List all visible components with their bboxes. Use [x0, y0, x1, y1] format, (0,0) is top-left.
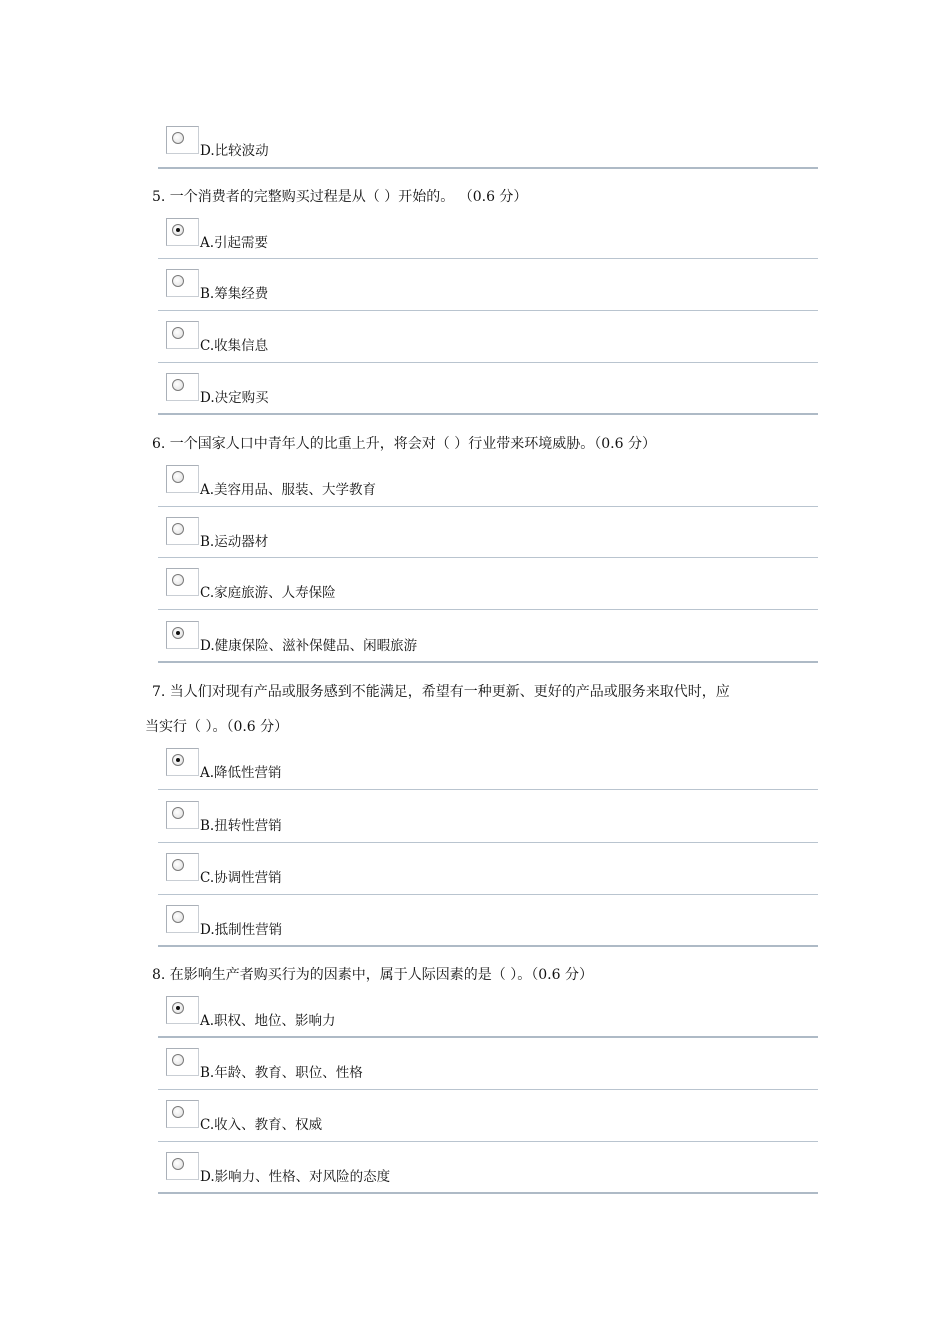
- option-label: B.扭转性营销: [200, 818, 282, 834]
- radio-box: [166, 748, 199, 776]
- option-label: C.家庭旅游、人寿保险: [200, 585, 336, 601]
- option-label: B.筹集经费: [200, 286, 269, 302]
- radio-box: [166, 1048, 199, 1076]
- radio-box: [166, 853, 199, 881]
- radio-box: [166, 218, 199, 246]
- radio-button[interactable]: [172, 379, 184, 391]
- option-label: B.年龄、教育、职位、性格: [200, 1065, 363, 1081]
- radio-box: [166, 465, 199, 493]
- option-label: D.抵制性营销: [200, 922, 283, 938]
- radio-box: [166, 1152, 199, 1180]
- separator: [158, 310, 818, 311]
- option-label: C.协调性营销: [200, 870, 282, 886]
- radio-button[interactable]: [172, 275, 184, 287]
- radio-box: [166, 269, 199, 297]
- radio-box: [166, 996, 199, 1024]
- separator: [158, 167, 818, 169]
- separator: [158, 1089, 818, 1090]
- separator: [158, 1141, 818, 1142]
- separator: [158, 894, 818, 895]
- separator: [158, 1036, 818, 1038]
- radio-box: [166, 801, 199, 829]
- radio-box: [166, 373, 199, 401]
- radio-box: [166, 568, 199, 596]
- separator: [158, 258, 818, 259]
- radio-button[interactable]: [172, 574, 184, 586]
- question-6-text: 6. 一个国家人口中青年人的比重上升，将会对（ ）行业带来环境威胁。（0.6 分）: [152, 436, 656, 452]
- radio-button-checked[interactable]: [172, 627, 184, 639]
- option-label: B.运动器材: [200, 534, 269, 550]
- separator: [158, 609, 818, 610]
- radio-button[interactable]: [172, 859, 184, 871]
- radio-box: [166, 517, 199, 545]
- option-label: A.职权、地位、影响力: [200, 1013, 336, 1029]
- radio-box: [166, 1100, 199, 1128]
- option-label: A.引起需要: [200, 235, 269, 251]
- radio-button[interactable]: [172, 327, 184, 339]
- radio-button-checked[interactable]: [172, 754, 184, 766]
- question-7-text-line1: 7. 当人们对现有产品或服务感到不能满足，希望有一种更新、更好的产品或服务来取代时，应: [152, 684, 730, 700]
- radio-box: [166, 321, 199, 349]
- radio-box: [166, 905, 199, 933]
- radio-button[interactable]: [172, 1106, 184, 1118]
- option-label: D.健康保险、滋补保健品、闲暇旅游: [200, 638, 418, 654]
- radio-button[interactable]: [172, 523, 184, 535]
- option-label: D.影响力、性格、对风险的态度: [200, 1169, 391, 1185]
- option-label: C.收集信息: [200, 338, 269, 354]
- option-label: D.比较波动: [200, 143, 269, 159]
- option-label: A.降低性营销: [200, 765, 282, 781]
- radio-button[interactable]: [172, 132, 184, 144]
- radio-button[interactable]: [172, 807, 184, 819]
- separator: [158, 557, 818, 558]
- option-label: A.美容用品、服装、大学教育: [200, 482, 377, 498]
- question-7-text-line2: 当实行（ ）。（0.6 分）: [145, 719, 289, 735]
- radio-button[interactable]: [172, 1158, 184, 1170]
- question-8-text: 8. 在影响生产者购买行为的因素中，属于人际因素的是（ ）。（0.6 分）: [152, 967, 593, 983]
- separator: [158, 506, 818, 507]
- option-label: C.收入、教育、权威: [200, 1117, 323, 1133]
- separator: [158, 661, 818, 663]
- radio-button-checked[interactable]: [172, 1002, 184, 1014]
- radio-button-checked[interactable]: [172, 224, 184, 236]
- radio-button[interactable]: [172, 911, 184, 923]
- option-label: D.决定购买: [200, 390, 269, 406]
- separator: [158, 1192, 818, 1194]
- question-5-text: 5. 一个消费者的完整购买过程是从（ ）开始的。 （0.6 分）: [152, 189, 528, 205]
- separator: [158, 789, 818, 790]
- radio-box: [166, 126, 199, 154]
- separator: [158, 945, 818, 947]
- radio-button[interactable]: [172, 471, 184, 483]
- separator: [158, 842, 818, 843]
- radio-button[interactable]: [172, 1054, 184, 1066]
- separator: [158, 362, 818, 363]
- separator: [158, 413, 818, 415]
- radio-box: [166, 621, 199, 649]
